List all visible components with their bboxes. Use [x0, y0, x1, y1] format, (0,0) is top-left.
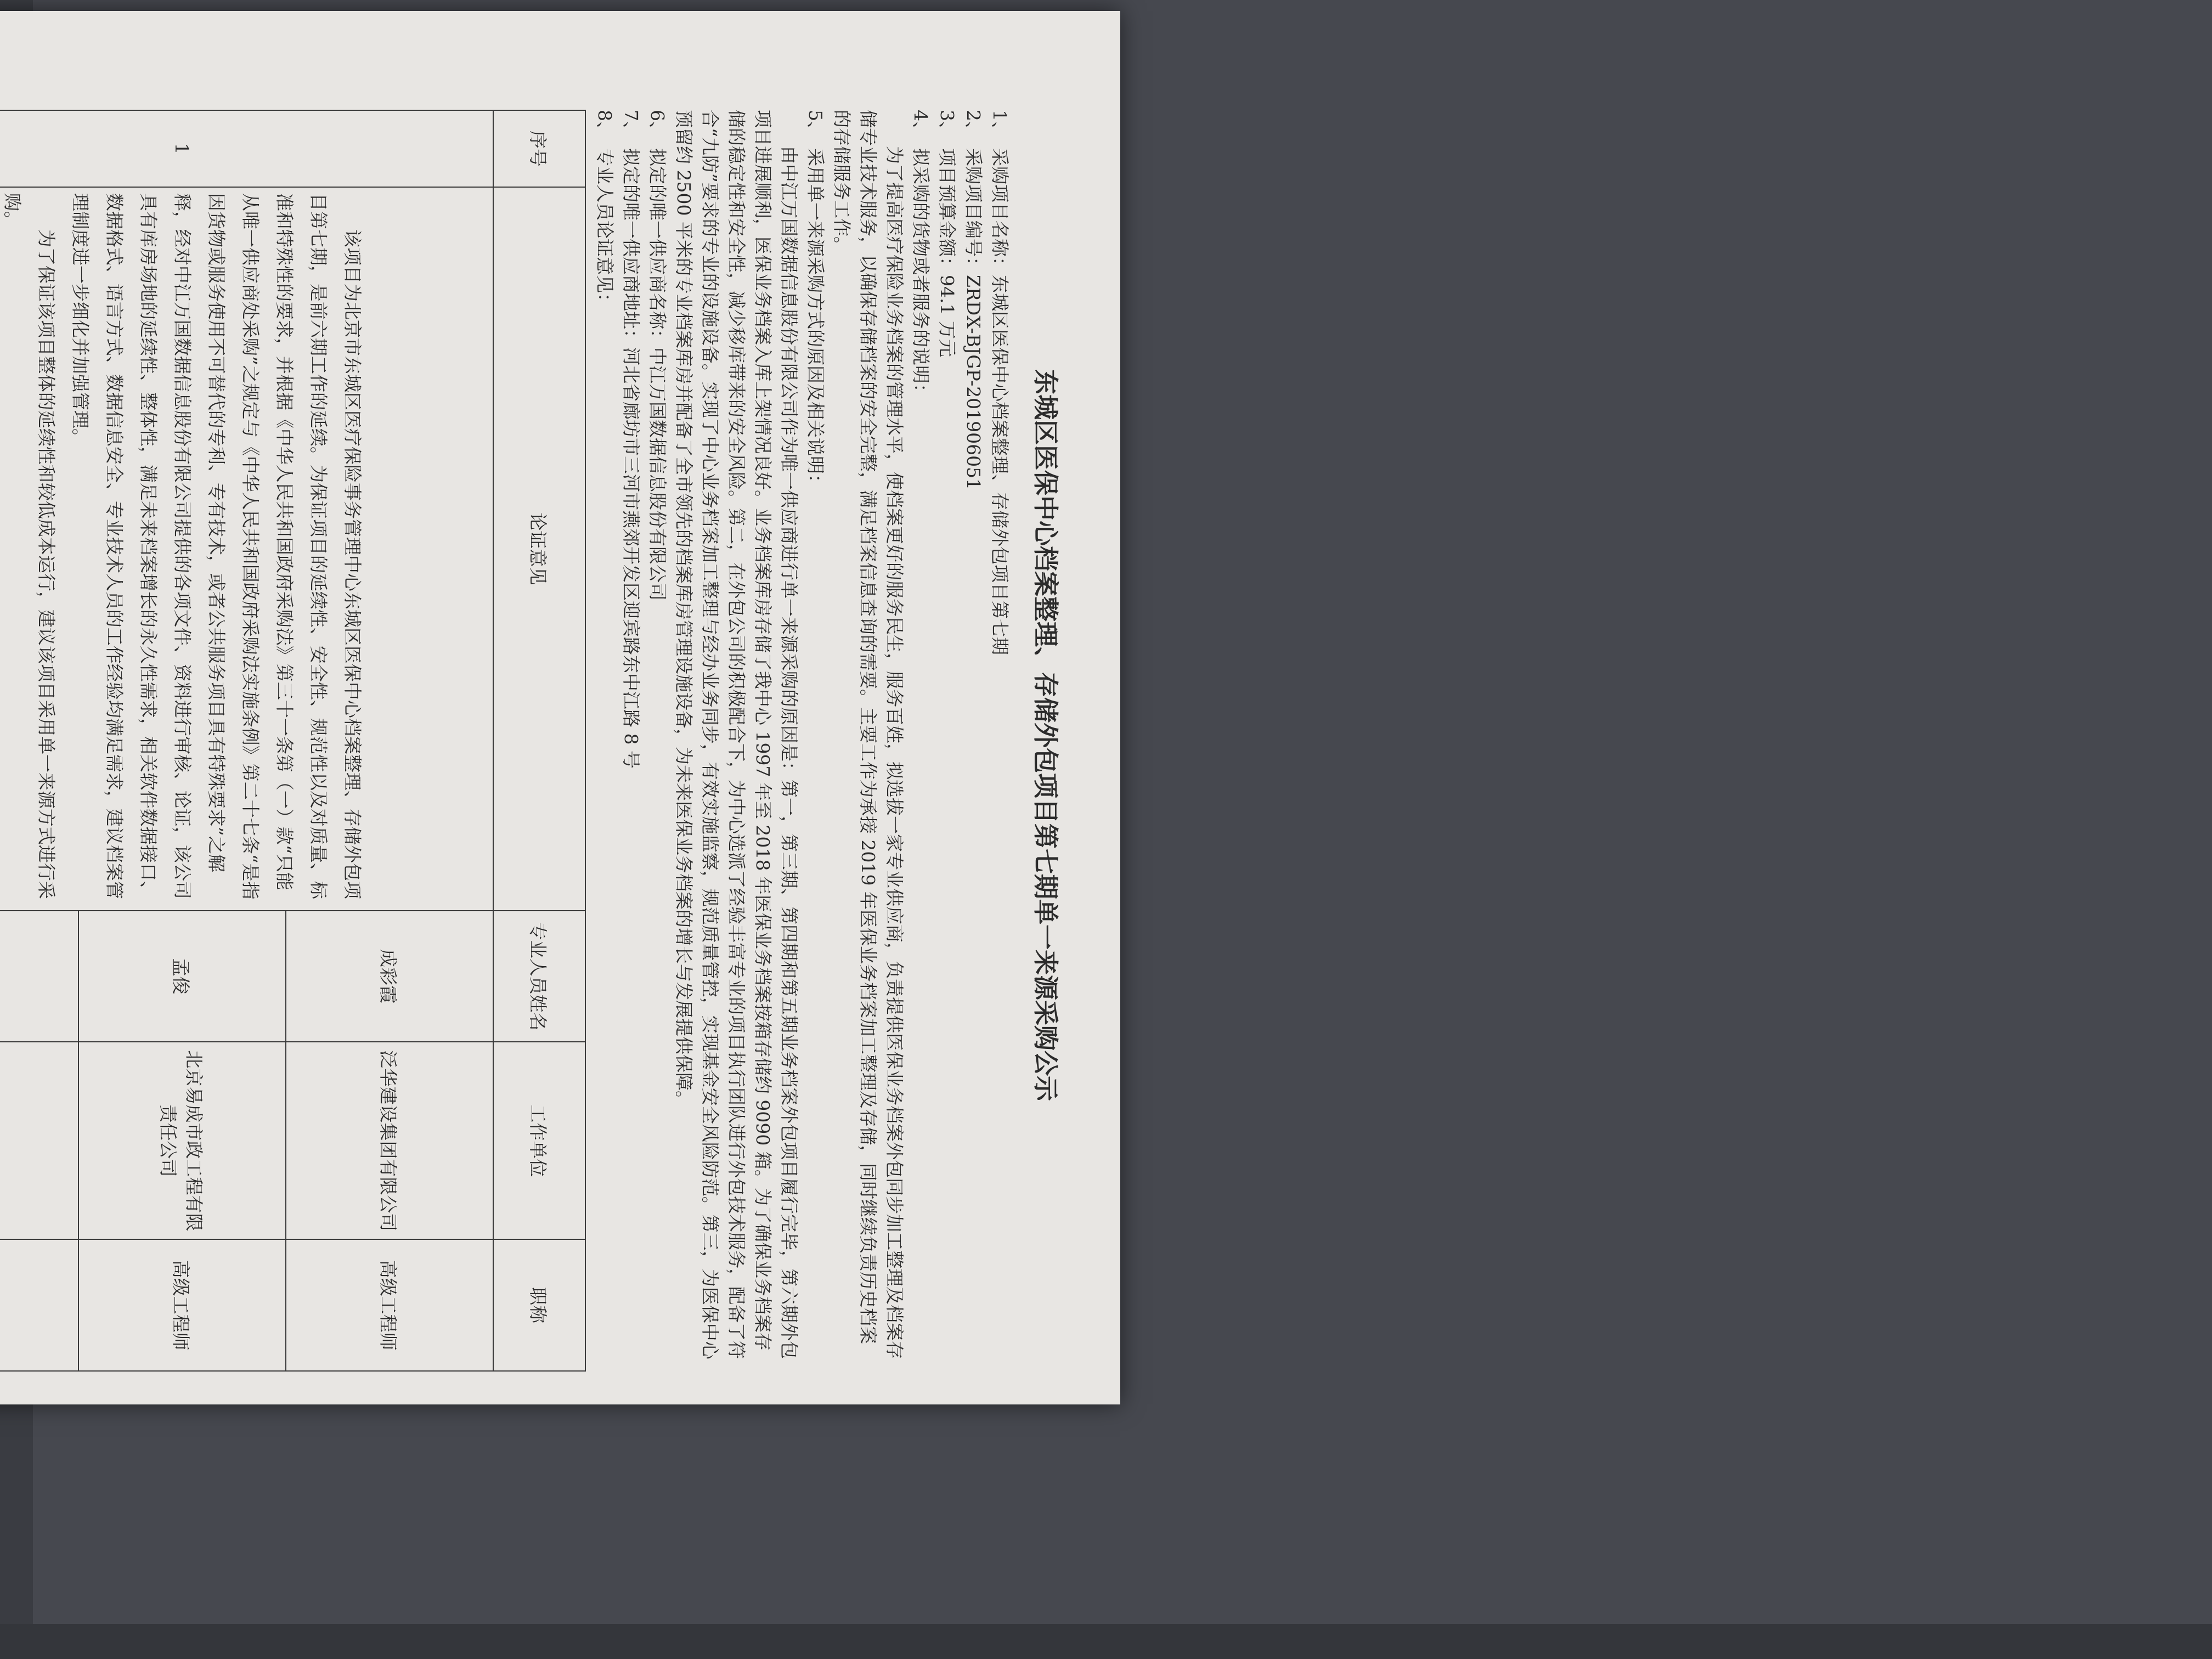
- expert-name: 孟俊: [78, 911, 286, 1042]
- reason-text: 由中江万国数据信息股份有限公司作为唯一供应商进行单一来源采购的原因是：第一，第三期、第四期和第五期业务档案外包项目履行完毕，第六期外包项目进展顺利，医保业务档案入库上架情况良好。业务档案库房存储了我中心 1997 年至 2018 年医保业务档案按箱存储约 9090 箱。为了确保业务档案存储的稳定性和安全性，减少移库带来的安全风险。第二，在外包公司的积极配合下，为中心选派了经验丰富专业的项目执行团队进行外包技术服务，配备了符合“九防”要求的专业的设施设备。实现了中心业务档案加工整理与经办业务同步，有效实施监察，规范质量管控，实现基金安全风险防范。第三，为医保中心预留约 2500 平米的专业档案库房并配备了全市领先的档案库房管理设施设备，为未来医保业务档案的增长与发展提供保障。: [673, 110, 800, 1359]
- item-label: 专业人员论证意见：: [594, 148, 616, 311]
- item-expert-opinion: [591, 110, 618, 1361]
- item-number: 8、: [594, 110, 616, 139]
- item-number: 3、: [936, 110, 958, 139]
- expert-title: 高级工程师: [286, 1239, 493, 1371]
- expert-title: 高级工程师: [78, 1239, 286, 1371]
- item-value: 中江万国数据信息股份有限公司: [647, 347, 668, 601]
- expert-name: [0, 911, 78, 1042]
- item-value: 94.1 万元: [936, 275, 958, 357]
- document-sheet: [0, 11, 1120, 1404]
- item-value: 东城区医保中心档案整理、存储外包项目第七期: [989, 275, 1011, 655]
- row-number: 1: [0, 110, 493, 187]
- opinion-paragraph: 该项目为北京市东城区医疗保险事务管理中心东城区医保中心档案整理、存储外包项目第七期，是前六期工作的延续。为保证项目的延续性、安全性、规范性以及对质量、标准和特殊性的要求，并根据《中华人民共和国政府采购法》第三十一条第（一）款“只能从唯一供应商处采购”之规定与《中华人民共和国政府采购法实施条例》第二十七条“是指因货物或服务使用不可替代的专利、专有技术，或者公共服务项目具有特殊要求”之解释，经对中江万国数据信息股份有限公司提供的各项文件、资料进行审核、论证，该公司具有库房场地的延续性、整体性，满足未来档案增长的永久性需求，相关软件数据接口、数据格式、语言方式、数据信息安全、专业技术人员的工作经验均满足需求，建议档案管理制度进一步细化并加强管理。: [70, 193, 363, 900]
- item-project-name: [986, 110, 1013, 1361]
- service-description-text: 为了提高医疗保险业务档案的管理水平，使档案更好的服务民生，服务百姓，拟选拔一家专业供应商，负责提供医保业务档案外包同步加工整理及档案存储专业技术服务，以确保存储档案的安全完整，满足档案信息查询的需要。主要工作为承接 2019 年医保业务档案加工整理及存储，同时继续负责历史档案的存储服务工作。: [831, 110, 905, 1359]
- expert-org: 泛华建设集团有限公司: [286, 1042, 493, 1239]
- item-number: 2、: [963, 110, 984, 139]
- item-label: 采购项目名称：: [989, 148, 1011, 275]
- expert-org: [0, 1042, 78, 1239]
- table-header-row: [493, 110, 585, 1371]
- item-label: 采用单一来源采购方式的原因及相关说明：: [805, 148, 826, 492]
- header-no: 序号: [493, 110, 585, 187]
- item-label: 拟定的唯一供应商名称：: [647, 148, 668, 347]
- item-service-description: [907, 110, 934, 1361]
- expert-title: [0, 1239, 78, 1371]
- item-supplier-address: [618, 110, 644, 1361]
- table-row: [286, 110, 493, 1371]
- expert-org: 北京易成市政工程有限责任公司: [78, 1042, 286, 1239]
- item-project-code: [960, 110, 986, 1361]
- item-number: 1、: [989, 110, 1011, 139]
- item-label: 拟定的唯一供应商地址：: [620, 148, 642, 347]
- item-label: 拟采购的货物或者服务的说明：: [910, 148, 932, 402]
- expert-opinion-table: [0, 110, 586, 1372]
- header-name: 专业人员姓名: [493, 911, 585, 1042]
- item-budget: [934, 110, 960, 1361]
- item-supplier-name: [644, 110, 670, 1361]
- item-number: 7、: [620, 110, 642, 139]
- item-label: 采购项目编号：: [963, 148, 984, 275]
- item-reason: [802, 110, 828, 1361]
- header-title: 职称: [493, 1239, 585, 1371]
- item-number: 6、: [647, 110, 668, 139]
- item-value: ZRDX-BJGP-201906051: [963, 275, 984, 490]
- header-org: 工作单位: [493, 1042, 585, 1239]
- opinion-cell: [0, 187, 493, 911]
- document-title: 东城区医保中心档案整理、存储外包项目第七期单一来源采购公示: [1031, 369, 1060, 1101]
- expert-name: 成彩霞: [286, 911, 493, 1042]
- item-number: 4、: [910, 110, 932, 139]
- item-value: 河北省廊坊市三河市燕郊开发区迎宾路东中江路 8 号: [620, 347, 642, 769]
- opinion-paragraph: 为了保证该项目整体的延续性和较低成本运行，建议该项目采用单一来源方式进行采购。: [2, 193, 57, 899]
- item-number: 5、: [805, 110, 826, 139]
- desk-edge: [0, 1624, 2212, 1659]
- item-label: 项目预算金额：: [936, 148, 958, 275]
- header-opinion: 论证意见: [493, 187, 585, 911]
